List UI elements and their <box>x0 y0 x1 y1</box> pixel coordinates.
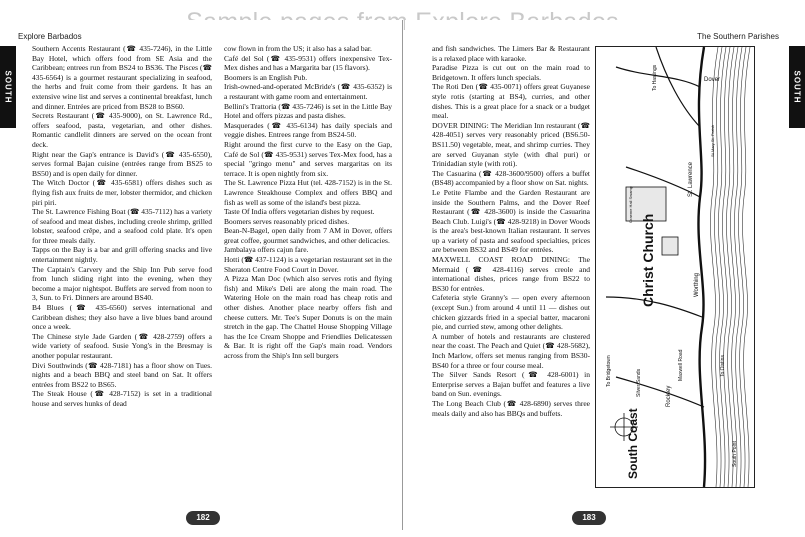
paragraph: Secrets Restaurant (☎ 435-9000), on St. Lawrence Rd., offers seafood, pasta, vegetarian, and other dishes. Romantic candlelit dinners are served on the ocean front deck. <box>32 111 212 149</box>
paragraph: Right near the Gap's entrance is David's (☎ 435-6550), serves formal Bajan cuisine (entrées range from BS25 to BS50) and is open daily for dinner. <box>32 149 212 178</box>
paragraph: Southern Accents Restaurant (☎ 435-7246), in the Little Bay Hotel, which offers food from SE Asia and the Caribbean; entrees run from BS24 to BS36. The Pisces (☎ 435-6564) is a gourmet restaurant specializing in seafood, the herbs and fruit come from their gardens. It has an extensive wine list and serves a continental breakfast, lunch and dinner. Entrées are priced from BS28 to BS60. <box>32 44 212 111</box>
paragraph: Paradise Pizza is cut out on the main road to Bridgetown. It offers lunch specials. <box>432 63 590 82</box>
paragraph: and fish sandwiches. The Limers Bar & Restaurant is a relaxed place with karaoke. <box>432 44 590 63</box>
paragraph: Café del Sol (☎ 435-9531) offers inexpensive Tex-Mex dishes and has a Margarita bar (15 flavors). <box>224 53 392 73</box>
map-label-maxwell-road: Maxwell Road <box>678 349 684 381</box>
paragraph: Irish-owned-and-operated McBride's (☎ 435-6352) is a restaurant with game room and entertainment. <box>224 82 392 101</box>
left-page-number: 182 <box>186 511 220 525</box>
paragraph: Jambalaya offers cajun fare. <box>224 245 309 255</box>
map-label-oistins: To Oistins <box>720 355 726 377</box>
paragraph: MAXWELL COAST ROAD DINING: The Mermaid (☎ 428-4116) serves creole and international dishes, prices range from BS22 to BS30 for entrées. <box>432 255 590 293</box>
paragraph: A number of hotels and restaurants are clustered near the coast. The Peach and Quiet (☎ 428-5682), Inch Marlow, offers set menus ranging from BS30-BS40 for a three or four course meal. <box>432 331 590 370</box>
map-label-st-mary: St Mary St. Parish <box>710 124 715 157</box>
paragraph: B4 Blues (☎ 435-6560) serves international and Caribbean dishes; they also have a live blues band around once a week. <box>32 303 212 332</box>
paragraph: The Silver Sands Resort (☎ 428-6001) in Enterprise serves a Bajan buffet and features a live band on Sun. evenings. <box>432 370 590 399</box>
paragraph: Right around the first curve to the Easy on the Gap, Café de Sol (☎ 435-9531) serves Tex-Mex food, has a special "gringo menu" and serves margaritas on its terrace. It is open nightly from six. <box>224 139 392 178</box>
right-page-number: 183 <box>572 511 606 525</box>
paragraph: Bellini's Trattoria (☎ 435-7246) is set in the Little Bay Hotel and offers pizzas and pasta dishes. <box>224 101 392 121</box>
map-label-south-coast: South Coast <box>626 408 640 479</box>
paragraph: Boomers serves reasonably priced dishes. <box>224 216 350 226</box>
map-label-south-point: South Point <box>732 441 738 467</box>
left-side-tab-label: SOUTH <box>3 70 13 104</box>
south-coast-map <box>595 46 755 488</box>
paragraph: A Pizza Man Doc (which also serves rotis and flying fish) and Mike's Deli are along the main road. The Watering Hole on the main road has cheap rotis and other dishes. Another place nearby offers fish and cheese cutters. Mr. Tee's Super Donuts is on the main stretch in the gap. The Chattel House Shopping Village has the Ice Cream Shoppe and Friendlies Delicatessen & Bar. It is right off the Gap's main road. Vendors across from the Ship's Inn sell burgers <box>224 274 392 360</box>
paragraph: Boomers is an English Pub. <box>224 72 308 82</box>
paragraph: The St. Lawrence Fishing Boat (☎ 435-7112) has a variety of seafood and meat dishes, including creole shrimp, grilled lobster, seafood crêpe, and a seafood cold plate. It's open for three meals daily. <box>32 207 212 245</box>
paragraph: Hotti (☎ 437-1124) is a vegetarian restaurant set in the Sheraton Centre Food Court in Dover. <box>224 255 392 274</box>
paragraph: The Steak House (☎ 428-7152) is set in a traditional house and serves hunks of dead <box>32 389 212 408</box>
paragraph: Tapps on the Bay is a bar and grill offering snacks and live entertainment nightly. <box>32 245 212 265</box>
right-running-head: The Southern Parishes <box>697 32 779 41</box>
paragraph: Le Petite Flambe and the Garden Restaurant are inside the Southern Palms, and the Dover Reef Restaurant (☎ 428-3600) is inside the Casuarina Beach Club. Luigi's (☎ 428-9218) in Dover Woods is the area's best-known Italian restaurant. It serves up a variety of pasta and seafood specialties, prices are between BS32 and BS49 for entrées. <box>432 187 590 255</box>
paragraph: Bean-N-Bagel, open daily from 7 AM in Dover, offers great coffee, gourmet sandwiches, and other delicacies. <box>224 226 392 245</box>
left-column-1 <box>32 44 212 506</box>
paragraph: Cafeteria style Granny's — open every afternoon (except Sun.) from around 4 until 11 — dishes out chicken gizzards fried in a special batter, macaroni pie, and curried stew, among other delights. <box>432 293 590 332</box>
paragraph: The Witch Doctor (☎ 435-6581) offers dishes such as flying fish aux fruits de mer, lobster thermidor, and chicken piri piri. <box>32 178 212 207</box>
right-side-tab <box>789 46 805 128</box>
left-side-tab <box>0 46 16 128</box>
map-label-st-lawrence: St. Lawrence <box>688 161 694 197</box>
map-label-bridgetown: To Bridgetown <box>606 355 612 387</box>
left-running-head: Explore Barbados <box>18 32 82 41</box>
paragraph: The Long Beach Club (☎ 428-6890) serves three meals daily and also has BBQs and buffets. <box>432 398 590 418</box>
map-label-dover: Dover <box>704 77 721 83</box>
right-side-tab-label: SOUTH <box>792 70 802 104</box>
right-column <box>432 44 590 506</box>
paragraph: Taste Of India offers vegetarian dishes by request. <box>224 207 375 217</box>
paragraph: The Chinese style Jade Garden (☎ 428-2759) offers a wide variety of seafood. Susie Yong's in the Bresmay is another popular restaurant. <box>32 331 212 360</box>
map-graphic <box>596 47 754 487</box>
paragraph: cow flown in from the US; it also has a salad bar. <box>224 44 372 53</box>
paragraph: The Captain's Carvery and the Ship Inn Pub serve food from lunch sliding right into the evening, when they become a major nightspot. Buffets are served from noon to 3, Sun. to Fri. Dinners are around BS40. <box>32 264 212 303</box>
map-label-silver-sands: Silver Sands <box>636 368 642 397</box>
paragraph: Masquerades (☎ 435-6134) has daily specials and veggie dishes. Entrees range from BS24-50. <box>224 120 392 140</box>
map-label-christ-church: Christ Church <box>640 213 656 307</box>
map-label-rockley: Rockley <box>666 385 672 407</box>
paragraph: The St. Lawrence Pizza Hut (tel. 428-7152) is in the St. Lawrence Steakhouse Complex and offers BBQ and fish as well as some of the island's best pizza. <box>224 178 392 207</box>
map-label-hastings: To Hastings <box>652 64 658 91</box>
paragraph: The Casuarina (☎ 428-3600/9500) offers a buffet (BS48) accompanied by a floor show on Sat. nights. <box>432 168 590 188</box>
paragraph: The Roti Den (☎ 435-0071) offers great Guyanese style rotis (starting at BS4), curries, and other dishes. This is a great place for a snack or a budget meal. <box>432 82 590 121</box>
map-label-graeme-hall: Graeme Hall Swamp <box>628 186 633 223</box>
left-column-2 <box>224 44 392 506</box>
map-label-worthing: Worthing <box>694 273 700 297</box>
paragraph: Divi Southwinds (☎ 428-7181) has a floor show on Tues. nights and a beach BBQ and steel band on Sat. It offers entrées from BS22 to BS65. <box>32 360 212 389</box>
paragraph: DOVER DINING: The Meridian Inn restaurant (☎ 428-4051) serves very reasonably priced (BS6.50-BS11.50) vegetable, meat, and shrimp curries. They are served Guyanan style (with dhal puri) or Trinidadian style (with roti). <box>432 120 590 169</box>
